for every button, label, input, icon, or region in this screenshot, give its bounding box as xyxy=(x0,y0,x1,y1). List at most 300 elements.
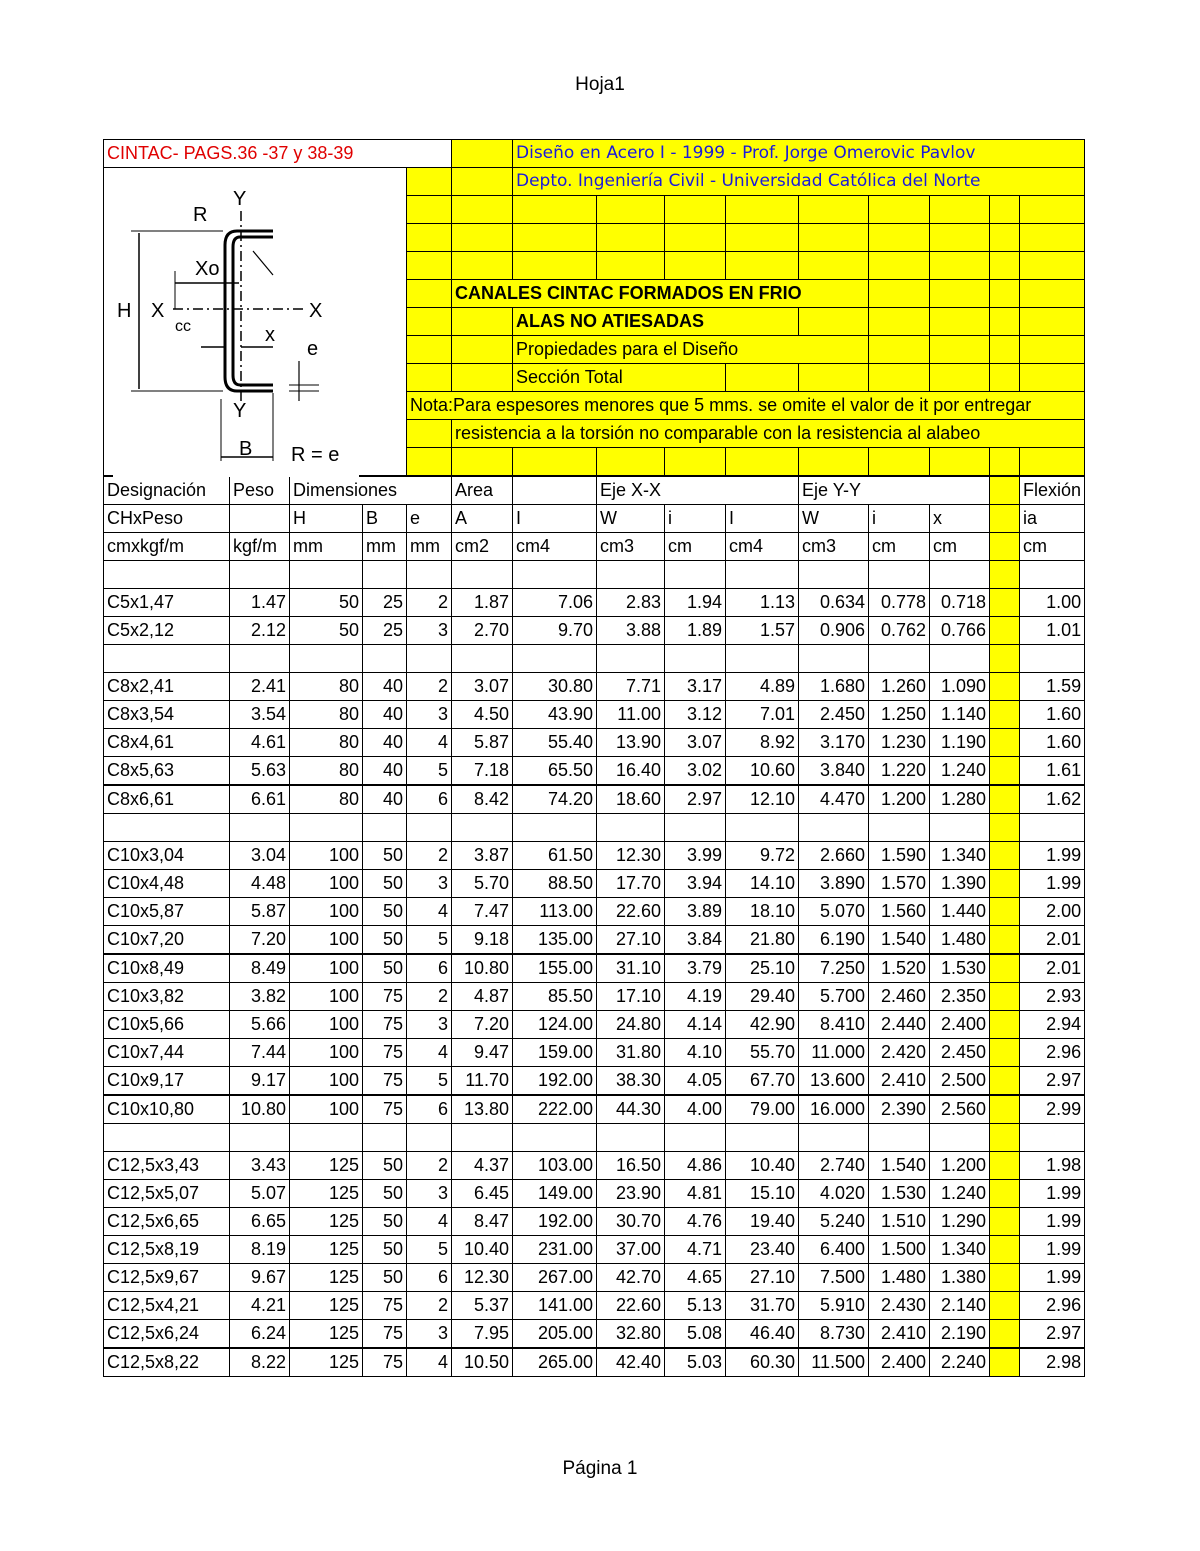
value-cell: 5 xyxy=(407,1067,452,1096)
column-group-header xyxy=(513,476,597,505)
value-cell: 4 xyxy=(407,1208,452,1236)
value-cell: 50 xyxy=(363,1180,407,1208)
empty-cell xyxy=(990,954,1020,983)
value-cell: 2.400 xyxy=(869,1348,930,1377)
column-header: cmxkgf/m xyxy=(104,533,230,561)
value-cell: 22.60 xyxy=(597,898,665,926)
value-cell: 4.61 xyxy=(230,729,290,757)
value-cell: 2 xyxy=(407,1152,452,1180)
empty-cell xyxy=(104,561,230,589)
table-row xyxy=(104,757,1085,786)
empty-cell xyxy=(930,1124,990,1152)
table-row xyxy=(104,1152,1085,1180)
value-cell: 5.08 xyxy=(665,1320,726,1349)
empty-cell xyxy=(990,757,1020,786)
empty-cell xyxy=(407,561,452,589)
value-cell: 40 xyxy=(363,729,407,757)
value-cell: 75 xyxy=(363,1292,407,1320)
value-cell: 7.20 xyxy=(230,926,290,955)
value-cell: 100 xyxy=(290,1039,363,1067)
value-cell: 10.50 xyxy=(452,1348,513,1377)
label-cc: cc xyxy=(175,318,191,335)
designation-cell: C5x2,12 xyxy=(104,617,230,645)
column-header xyxy=(230,505,290,533)
value-cell: 5.87 xyxy=(452,729,513,757)
value-cell: 2.01 xyxy=(1020,926,1085,955)
value-cell: 155.00 xyxy=(513,954,597,983)
value-cell: 8.410 xyxy=(799,1011,869,1039)
empty-cell xyxy=(407,1124,452,1152)
value-cell: 124.00 xyxy=(513,1011,597,1039)
value-cell: 1.00 xyxy=(1020,589,1085,617)
column-header: W xyxy=(799,505,869,533)
value-cell: 27.10 xyxy=(726,1264,799,1292)
value-cell: 75 xyxy=(363,1011,407,1039)
empty-cell xyxy=(230,645,290,673)
value-cell: 8.22 xyxy=(230,1348,290,1377)
empty-cell xyxy=(290,645,363,673)
label-x-left: X xyxy=(151,300,165,322)
table-row xyxy=(104,1180,1085,1208)
table-row xyxy=(104,701,1085,729)
empty-cell xyxy=(452,814,513,842)
column-header: H xyxy=(290,505,363,533)
column-header: cm4 xyxy=(726,533,799,561)
value-cell: 1.98 xyxy=(1020,1152,1085,1180)
empty-cell xyxy=(990,645,1020,673)
value-cell: 1.530 xyxy=(869,1180,930,1208)
label-y-bottom: Y xyxy=(233,400,247,422)
empty-cell xyxy=(290,1124,363,1152)
value-cell: 3 xyxy=(407,1180,452,1208)
spacer-row xyxy=(104,814,1085,842)
empty-cell xyxy=(799,814,869,842)
value-cell: 192.00 xyxy=(513,1067,597,1096)
value-cell: 40 xyxy=(363,673,407,701)
empty-cell xyxy=(104,645,230,673)
empty-cell xyxy=(869,1124,930,1152)
value-cell: 2.560 xyxy=(930,1095,990,1124)
value-cell: 7.44 xyxy=(230,1039,290,1067)
value-cell: 12.10 xyxy=(726,785,799,814)
value-cell: 67.70 xyxy=(726,1067,799,1096)
value-cell: 55.70 xyxy=(726,1039,799,1067)
value-cell: 50 xyxy=(363,842,407,870)
value-cell: 75 xyxy=(363,1039,407,1067)
value-cell: 0.762 xyxy=(869,617,930,645)
value-cell: 0.778 xyxy=(869,589,930,617)
spacer-row xyxy=(104,1124,1085,1152)
empty-cell xyxy=(990,785,1020,814)
column-header: i xyxy=(665,505,726,533)
table-row xyxy=(104,870,1085,898)
value-cell: 7.06 xyxy=(513,589,597,617)
table-row xyxy=(104,617,1085,645)
empty-cell xyxy=(990,1348,1020,1377)
value-cell: 1.61 xyxy=(1020,757,1085,786)
value-cell: 4 xyxy=(407,898,452,926)
column-header: A xyxy=(452,505,513,533)
value-cell: 6 xyxy=(407,1095,452,1124)
value-cell: 2.97 xyxy=(1020,1067,1085,1096)
value-cell: 37.00 xyxy=(597,1236,665,1264)
empty-cell xyxy=(990,1067,1020,1096)
designation-cell: C10x5,66 xyxy=(104,1011,230,1039)
value-cell: 10.40 xyxy=(726,1152,799,1180)
designation-cell: C8x6,61 xyxy=(104,785,230,814)
value-cell: 10.60 xyxy=(726,757,799,786)
value-cell: 205.00 xyxy=(513,1320,597,1349)
value-cell: 50 xyxy=(363,1152,407,1180)
value-cell: 192.00 xyxy=(513,1208,597,1236)
value-cell: 17.10 xyxy=(597,983,665,1011)
value-cell: 135.00 xyxy=(513,926,597,955)
value-cell: 43.90 xyxy=(513,701,597,729)
value-cell: 4.65 xyxy=(665,1264,726,1292)
table-row xyxy=(104,954,1085,983)
value-cell: 3.79 xyxy=(665,954,726,983)
value-cell: 100 xyxy=(290,898,363,926)
value-cell: 80 xyxy=(290,673,363,701)
column-header: e xyxy=(407,505,452,533)
empty-cell xyxy=(990,1236,1020,1264)
value-cell: 5.070 xyxy=(799,898,869,926)
value-cell: 74.20 xyxy=(513,785,597,814)
value-cell: 1.570 xyxy=(869,870,930,898)
empty-cell xyxy=(104,1124,230,1152)
value-cell: 75 xyxy=(363,1067,407,1096)
channel-section-figure xyxy=(113,171,359,477)
table-row xyxy=(104,1095,1085,1124)
value-cell: 4.71 xyxy=(665,1236,726,1264)
value-cell: 1.99 xyxy=(1020,1264,1085,1292)
value-cell: 1.680 xyxy=(799,673,869,701)
value-cell: 4.470 xyxy=(799,785,869,814)
column-group-header: Flexión xyxy=(1020,476,1085,505)
value-cell: 5.910 xyxy=(799,1292,869,1320)
value-cell: 5 xyxy=(407,1236,452,1264)
value-cell: 22.60 xyxy=(597,1292,665,1320)
table-row xyxy=(104,1348,1085,1377)
value-cell: 25 xyxy=(363,589,407,617)
value-cell: 6.45 xyxy=(452,1180,513,1208)
value-cell: 0.718 xyxy=(930,589,990,617)
value-cell: 4.00 xyxy=(665,1095,726,1124)
value-cell: 11.000 xyxy=(799,1039,869,1067)
designation-cell: C12,5x8,19 xyxy=(104,1236,230,1264)
value-cell: 9.67 xyxy=(230,1264,290,1292)
empty-cell xyxy=(990,1039,1020,1067)
value-cell: 5.13 xyxy=(665,1292,726,1320)
empty-cell xyxy=(990,589,1020,617)
value-cell: 100 xyxy=(290,954,363,983)
designation-cell: C12,5x4,21 xyxy=(104,1292,230,1320)
designation-cell: C12,5x3,43 xyxy=(104,1152,230,1180)
value-cell: 30.80 xyxy=(513,673,597,701)
value-cell: 3.04 xyxy=(230,842,290,870)
empty-cell xyxy=(665,645,726,673)
empty-cell xyxy=(990,1095,1020,1124)
label-h: H xyxy=(117,300,132,322)
value-cell: 4.21 xyxy=(230,1292,290,1320)
designation-cell: C8x5,63 xyxy=(104,757,230,786)
table-row xyxy=(104,785,1085,814)
value-cell: 31.70 xyxy=(726,1292,799,1320)
value-cell: 4 xyxy=(407,1039,452,1067)
value-cell: 1.260 xyxy=(869,673,930,701)
value-cell: 31.10 xyxy=(597,954,665,983)
empty-cell xyxy=(726,814,799,842)
value-cell: 4.020 xyxy=(799,1180,869,1208)
value-cell: 2.450 xyxy=(799,701,869,729)
value-cell: 1.60 xyxy=(1020,729,1085,757)
value-cell: 10.80 xyxy=(452,954,513,983)
value-cell: 1.140 xyxy=(930,701,990,729)
value-cell: 42.70 xyxy=(597,1264,665,1292)
value-cell: 1.340 xyxy=(930,1236,990,1264)
column-header: ia xyxy=(1020,505,1085,533)
value-cell: 50 xyxy=(363,1264,407,1292)
designation-cell: C10x7,20 xyxy=(104,926,230,955)
value-cell: 2.350 xyxy=(930,983,990,1011)
page-footer: Página 1 xyxy=(562,1458,638,1479)
value-cell: 4.81 xyxy=(665,1180,726,1208)
column-header: mm xyxy=(290,533,363,561)
column-header: CHxPeso xyxy=(104,505,230,533)
column-header: cm xyxy=(930,533,990,561)
empty-cell xyxy=(665,1124,726,1152)
value-cell: 1.220 xyxy=(869,757,930,786)
value-cell: 2 xyxy=(407,1292,452,1320)
empty-cell xyxy=(990,1152,1020,1180)
value-cell: 1.520 xyxy=(869,954,930,983)
value-cell: 1.530 xyxy=(930,954,990,983)
value-cell: 2 xyxy=(407,983,452,1011)
value-cell: 1.250 xyxy=(869,701,930,729)
column-group-header: Eje X-X xyxy=(597,476,799,505)
empty-cell xyxy=(597,561,665,589)
value-cell: 7.01 xyxy=(726,701,799,729)
column-header xyxy=(990,505,1020,533)
empty-cell xyxy=(990,561,1020,589)
value-cell: 3.88 xyxy=(597,617,665,645)
value-cell: 3.17 xyxy=(665,673,726,701)
empty-cell xyxy=(1020,1124,1085,1152)
value-cell: 125 xyxy=(290,1236,363,1264)
value-cell: 14.10 xyxy=(726,870,799,898)
table-row xyxy=(104,1236,1085,1264)
value-cell: 3 xyxy=(407,701,452,729)
column-header: cm xyxy=(1020,533,1085,561)
value-cell: 3.87 xyxy=(452,842,513,870)
designation-cell: C10x8,49 xyxy=(104,954,230,983)
column-header: I xyxy=(726,505,799,533)
value-cell: 50 xyxy=(363,1208,407,1236)
empty-cell xyxy=(104,814,230,842)
value-cell: 6.24 xyxy=(230,1320,290,1349)
empty-cell xyxy=(990,701,1020,729)
empty-cell xyxy=(990,673,1020,701)
department-info: Depto. Ingeniería Civil - Universidad Católica del Norte xyxy=(513,168,1085,196)
value-cell: 2.430 xyxy=(869,1292,930,1320)
value-cell: 2 xyxy=(407,842,452,870)
sheet-title: Hoja1 xyxy=(575,74,625,95)
table-row xyxy=(104,1264,1085,1292)
value-cell: 80 xyxy=(290,701,363,729)
table-row xyxy=(104,1320,1085,1349)
value-cell: 3.12 xyxy=(665,701,726,729)
value-cell: 5.63 xyxy=(230,757,290,786)
value-cell: 3 xyxy=(407,1320,452,1349)
value-cell: 0.634 xyxy=(799,589,869,617)
value-cell: 2.01 xyxy=(1020,954,1085,983)
value-cell: 30.70 xyxy=(597,1208,665,1236)
empty-cell xyxy=(230,561,290,589)
table-row xyxy=(104,1011,1085,1039)
value-cell: 25 xyxy=(363,617,407,645)
value-cell: 6 xyxy=(407,785,452,814)
value-cell: 149.00 xyxy=(513,1180,597,1208)
column-header: cm3 xyxy=(799,533,869,561)
column-group-header: Peso xyxy=(230,476,290,505)
value-cell: 2.70 xyxy=(452,617,513,645)
value-cell: 1.57 xyxy=(726,617,799,645)
value-cell: 40 xyxy=(363,701,407,729)
empty-cell xyxy=(513,561,597,589)
value-cell: 2.460 xyxy=(869,983,930,1011)
value-cell: 100 xyxy=(290,1095,363,1124)
value-cell: 50 xyxy=(290,589,363,617)
empty-cell xyxy=(597,814,665,842)
empty-cell xyxy=(799,645,869,673)
empty-cell xyxy=(990,898,1020,926)
value-cell: 0.906 xyxy=(799,617,869,645)
value-cell: 80 xyxy=(290,729,363,757)
column-group-header xyxy=(990,476,1020,505)
value-cell: 9.18 xyxy=(452,926,513,955)
value-cell: 3.07 xyxy=(452,673,513,701)
value-cell: 1.01 xyxy=(1020,617,1085,645)
designation-cell: C12,5x5,07 xyxy=(104,1180,230,1208)
value-cell: 141.00 xyxy=(513,1292,597,1320)
empty-cell xyxy=(665,814,726,842)
value-cell: 3.84 xyxy=(665,926,726,955)
value-cell: 1.87 xyxy=(452,589,513,617)
value-cell: 5.240 xyxy=(799,1208,869,1236)
empty-cell xyxy=(597,1124,665,1152)
value-cell: 4.87 xyxy=(452,983,513,1011)
value-cell: 1.59 xyxy=(1020,673,1085,701)
value-cell: 125 xyxy=(290,1320,363,1349)
column-header: cm2 xyxy=(452,533,513,561)
design-properties-label: Propiedades para el Diseño xyxy=(513,336,869,364)
value-cell: 4.89 xyxy=(726,673,799,701)
value-cell: 2.500 xyxy=(930,1067,990,1096)
value-cell: 31.80 xyxy=(597,1039,665,1067)
value-cell: 79.00 xyxy=(726,1095,799,1124)
value-cell: 1.560 xyxy=(869,898,930,926)
empty-cell xyxy=(990,870,1020,898)
value-cell: 2.96 xyxy=(1020,1292,1085,1320)
value-cell: 4 xyxy=(407,729,452,757)
value-cell: 6.61 xyxy=(230,785,290,814)
table-row xyxy=(104,1039,1085,1067)
value-cell: 1.280 xyxy=(930,785,990,814)
value-cell: 7.47 xyxy=(452,898,513,926)
column-header: cm xyxy=(869,533,930,561)
value-cell: 50 xyxy=(363,954,407,983)
value-cell: 50 xyxy=(290,617,363,645)
value-cell: 5.07 xyxy=(230,1180,290,1208)
value-cell: 2.41 xyxy=(230,673,290,701)
value-cell: 125 xyxy=(290,1180,363,1208)
value-cell: 4 xyxy=(407,1348,452,1377)
empty-cell xyxy=(990,1011,1020,1039)
table-subtitle: ALAS NO ATIESADAS xyxy=(513,308,799,336)
value-cell: 4.76 xyxy=(665,1208,726,1236)
value-cell: 8.92 xyxy=(726,729,799,757)
spacer-row xyxy=(104,561,1085,589)
column-header: cm4 xyxy=(513,533,597,561)
value-cell: 125 xyxy=(290,1292,363,1320)
value-cell: 2.96 xyxy=(1020,1039,1085,1067)
column-group-header: Designación xyxy=(104,476,230,505)
value-cell: 85.50 xyxy=(513,983,597,1011)
value-cell: 2.140 xyxy=(930,1292,990,1320)
value-cell: 100 xyxy=(290,870,363,898)
source-reference: CINTAC- PAGS.36 -37 y 38-39 xyxy=(104,140,452,168)
value-cell: 1.390 xyxy=(930,870,990,898)
value-cell: 100 xyxy=(290,842,363,870)
value-cell: 2.00 xyxy=(1020,898,1085,926)
empty-cell xyxy=(930,814,990,842)
empty-cell xyxy=(990,842,1020,870)
column-header: mm xyxy=(363,533,407,561)
value-cell: 1.47 xyxy=(230,589,290,617)
table-row xyxy=(104,1208,1085,1236)
value-cell: 5 xyxy=(407,757,452,786)
value-cell: 42.90 xyxy=(726,1011,799,1039)
empty-cell xyxy=(990,983,1020,1011)
value-cell: 16.50 xyxy=(597,1152,665,1180)
label-y-top: Y xyxy=(233,188,247,210)
empty-cell xyxy=(930,645,990,673)
value-cell: 267.00 xyxy=(513,1264,597,1292)
value-cell: 44.30 xyxy=(597,1095,665,1124)
table-row xyxy=(104,729,1085,757)
value-cell: 19.40 xyxy=(726,1208,799,1236)
value-cell: 2.93 xyxy=(1020,983,1085,1011)
empty-cell xyxy=(290,814,363,842)
value-cell: 100 xyxy=(290,926,363,955)
designation-cell: C8x4,61 xyxy=(104,729,230,757)
value-cell: 1.99 xyxy=(1020,1180,1085,1208)
value-cell: 40 xyxy=(363,757,407,786)
label-xo: Xo xyxy=(195,258,220,280)
value-cell: 1.190 xyxy=(930,729,990,757)
empty-cell xyxy=(726,645,799,673)
value-cell: 42.40 xyxy=(597,1348,665,1377)
value-cell: 4.19 xyxy=(665,983,726,1011)
empty-cell xyxy=(1020,645,1085,673)
value-cell: 4.10 xyxy=(665,1039,726,1067)
empty-cell xyxy=(930,561,990,589)
value-cell: 3.94 xyxy=(665,870,726,898)
value-cell: 100 xyxy=(290,1067,363,1096)
value-cell: 1.440 xyxy=(930,898,990,926)
value-cell: 1.60 xyxy=(1020,701,1085,729)
value-cell: 7.250 xyxy=(799,954,869,983)
